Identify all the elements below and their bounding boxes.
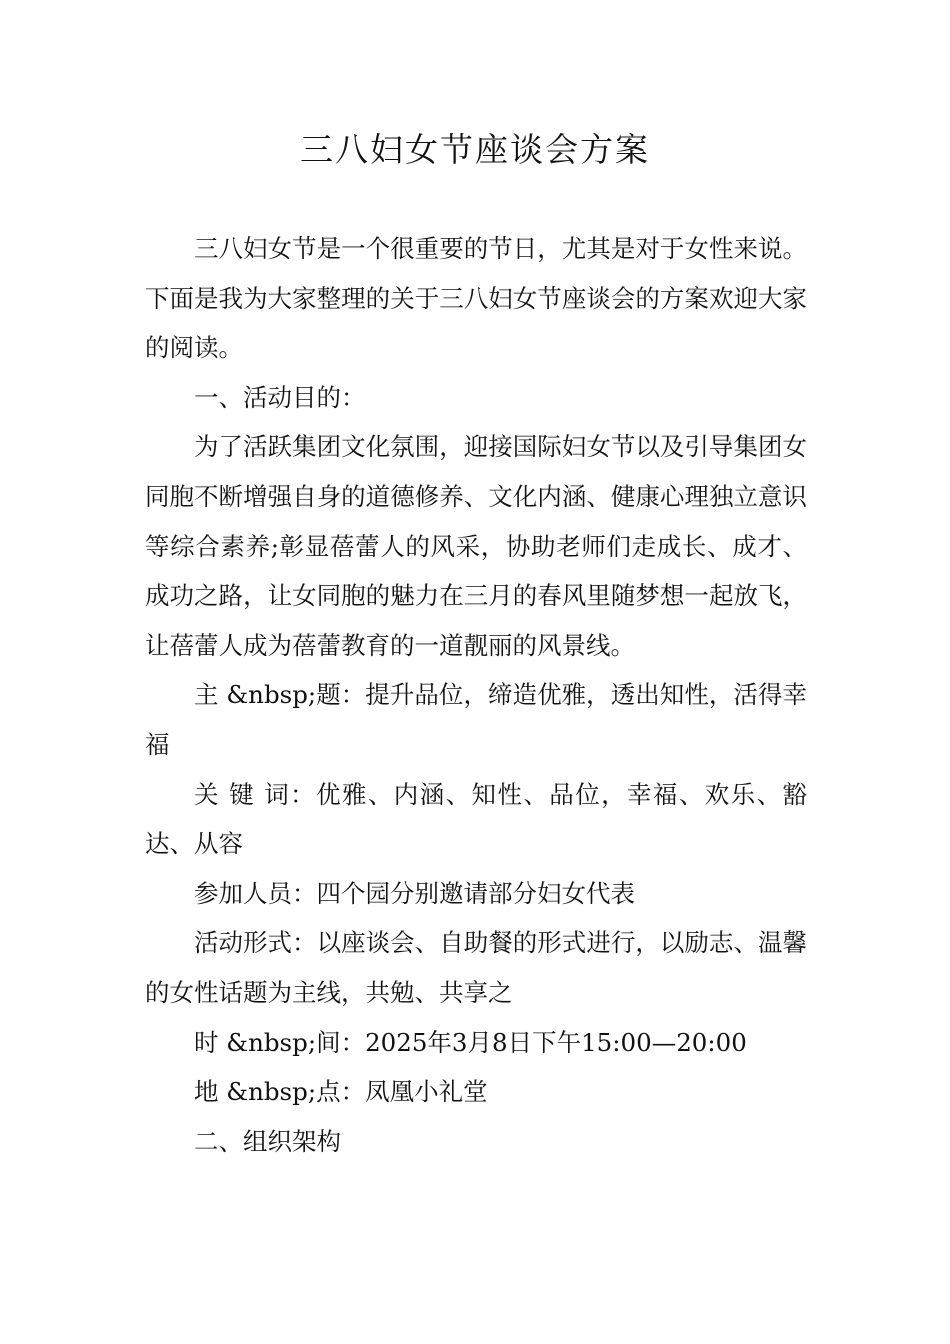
intro-paragraph: 三八妇女节是一个很重要的节日，尤其是对于女性来说。下面是我为大家整理的关于三八妇女节座谈会的方案欢迎大家的阅读。 xyxy=(145,234,807,363)
format-paragraph: 活动形式：以座谈会、自助餐的形式进行，以励志、温馨的女性话题为主线，共勉、共享之 xyxy=(145,928,807,1007)
section-heading-organization: 二、组织架构 xyxy=(194,1126,341,1156)
purpose-paragraph: 为了活跃集团文化氛围，迎接国际妇女节以及引导集团女同胞不断增强自身的道德修养、文化内涵、健康心理独立意识等综合素养;彰显蓓蕾人的风采，协助老师们走成长、成才、成功之路，让女同胞的魅力在三月的春风里随梦想一起放飞，让蓓蕾人成为蓓蕾教育的一道靓丽的风景线。 xyxy=(145,432,807,660)
keywords-paragraph: 关 键 词：优雅、内涵、知性、品位，幸福、欢乐、豁达、从容 xyxy=(145,779,807,859)
document-title: 三八妇女节座谈会方案 xyxy=(300,130,650,169)
document-body xyxy=(145,224,807,1166)
theme-paragraph: 主 &nbsp;题：提升品位，缔造优雅，透出知性，活得幸福 xyxy=(145,680,807,759)
participants-paragraph: 参加人员：四个园分别邀请部分妇女代表 xyxy=(194,878,635,908)
location-paragraph: 地 &nbsp;点：凤凰小礼堂 xyxy=(194,1077,488,1107)
time-paragraph: 时 &nbsp;间：2025年3月8日下午15:00—20:00 xyxy=(194,1027,747,1057)
section-heading-purpose: 一、活动目的： xyxy=(194,382,366,412)
